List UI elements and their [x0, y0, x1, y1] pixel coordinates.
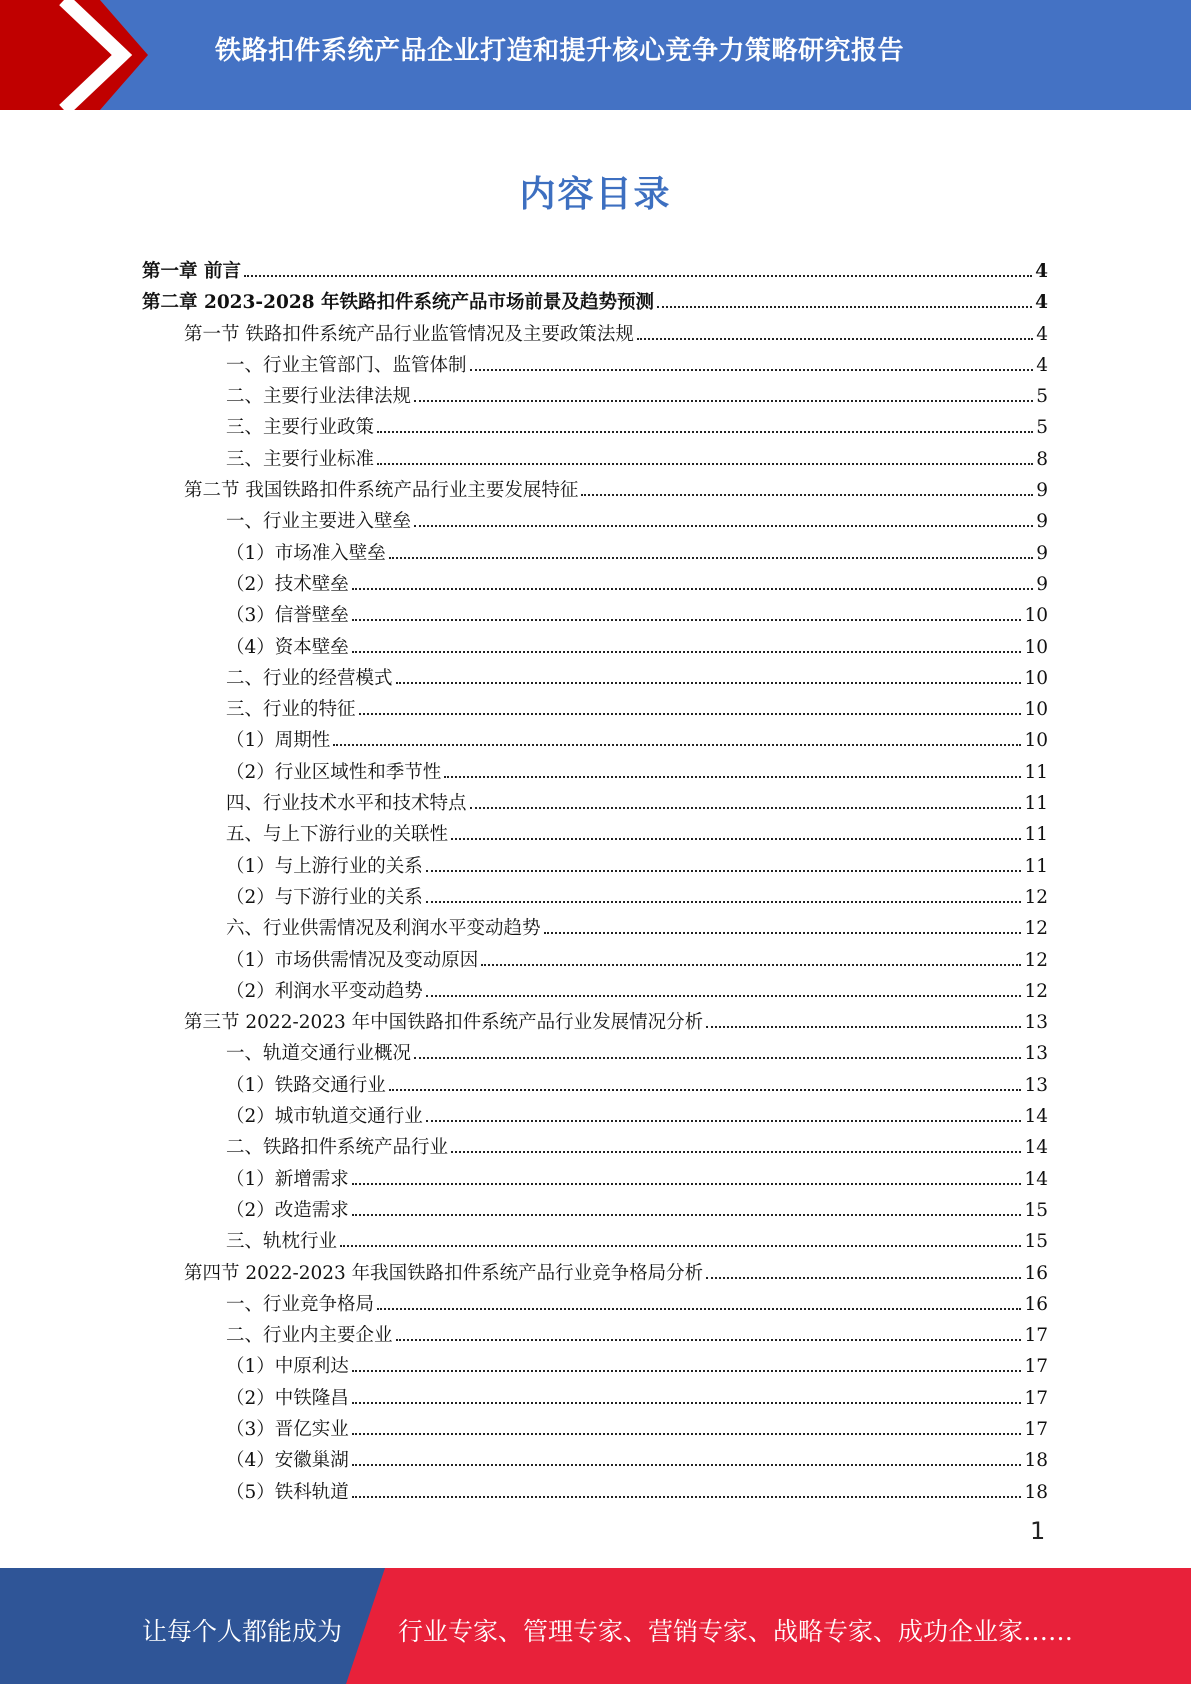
toc-entry[interactable]: [142, 849, 1048, 880]
toc-entry[interactable]: [142, 442, 1048, 473]
toc-entry-label: 三、行业的特征: [226, 699, 356, 721]
toc-entry[interactable]: [142, 1381, 1048, 1412]
toc-dot-leader: [470, 786, 1022, 809]
toc-entry-label: 五、与上下游行业的关联性: [226, 824, 449, 846]
toc-entry[interactable]: [142, 1412, 1048, 1443]
toc-entry[interactable]: [142, 1349, 1048, 1380]
toc-entry-label: 第二章 2023-2028 年铁路扣件系统产品市场前景及趋势预测: [142, 292, 655, 314]
toc-entry-page: 17: [1024, 1356, 1048, 1378]
toc-dot-leader: [706, 1005, 1021, 1028]
toc-entry-label: （4）资本壁垒: [226, 636, 349, 658]
toc-entry-label: 第四节 2022-2023 年我国铁路扣件系统产品行业竞争格局分析: [184, 1262, 704, 1284]
toc-entry-label: 三、主要行业标准: [226, 448, 375, 470]
toc-entry[interactable]: [142, 567, 1048, 598]
toc-entry[interactable]: [142, 1036, 1048, 1067]
toc-entry-page: 14: [1024, 1168, 1048, 1190]
toc-entry-page: 9: [1036, 542, 1048, 564]
toc-entry-page: 10: [1024, 667, 1048, 689]
toc-entry-label: （1）与上游行业的关系: [226, 855, 423, 877]
toc-dot-leader: [426, 1099, 1022, 1122]
toc-entry-page: 11: [1024, 761, 1048, 783]
toc-entry-label: 二、行业的经营模式: [226, 667, 393, 689]
toc-dot-leader: [389, 536, 1033, 559]
toc-dot-leader: [414, 504, 1033, 527]
toc-entry-page: 5: [1036, 417, 1048, 439]
toc-entry[interactable]: [142, 379, 1048, 410]
toc-dot-leader: [359, 692, 1022, 715]
toc-dot-leader: [637, 317, 1033, 340]
toc-entry[interactable]: [142, 1224, 1048, 1255]
toc-entry[interactable]: [142, 1318, 1048, 1349]
toc-entry-label: 一、行业主要进入壁垒: [226, 511, 412, 533]
toc-entry[interactable]: [142, 755, 1048, 786]
toc-entry-page: 16: [1024, 1262, 1048, 1284]
toc-entry-page: 10: [1024, 605, 1048, 627]
toc-dot-leader: [352, 567, 1033, 590]
toc-dot-leader: [389, 1068, 1022, 1091]
toc-entry-page: 4: [1036, 354, 1048, 376]
toc-entry-label: 三、轨枕行业: [226, 1231, 338, 1253]
toc-dot-leader: [377, 410, 1033, 433]
toc-entry-label: 三、主要行业政策: [226, 417, 375, 439]
toc-entry[interactable]: [142, 786, 1048, 817]
toc-entry-label: （2）行业区域性和季节性: [226, 761, 442, 783]
toc-dot-leader: [333, 723, 1021, 746]
toc-dot-leader: [352, 1381, 1022, 1404]
toc-entry[interactable]: [142, 1287, 1048, 1318]
toc-entry-page: 10: [1024, 730, 1048, 752]
toc-entry-label: 第一节 铁路扣件系统产品行业监管情况及主要政策法规: [184, 323, 634, 345]
footer-slogan-left: 让每个人都能成为: [142, 1617, 343, 1646]
toc-entry-label: 一、轨道交通行业概况: [226, 1043, 412, 1065]
toc-dot-leader: [352, 1475, 1022, 1498]
toc-entry-label: （1）铁路交通行业: [226, 1074, 386, 1096]
toc-dot-leader: [396, 661, 1022, 684]
toc-entry-page: 10: [1024, 699, 1048, 721]
toc-entry[interactable]: [142, 1256, 1048, 1287]
toc-entry[interactable]: [142, 348, 1048, 379]
toc-dot-leader: [352, 1162, 1022, 1185]
toc-dot-leader: [470, 348, 1034, 371]
toc-entry-page: 15: [1024, 1199, 1048, 1221]
toc-entry[interactable]: [142, 911, 1048, 942]
toc-entry-label: （4）安徽巢湖: [226, 1450, 349, 1472]
toc-entry-label: 第三节 2022-2023 年中国铁路扣件系统产品行业发展情况分析: [184, 1012, 704, 1034]
toc-entry-page: 16: [1024, 1293, 1048, 1315]
toc-entry-page: 17: [1024, 1325, 1048, 1347]
toc-entry-page: 12: [1024, 980, 1048, 1002]
toc-entry-page: 5: [1036, 386, 1048, 408]
toc-entry-page: 17: [1024, 1418, 1048, 1440]
toc-entry-page: 9: [1036, 511, 1048, 533]
table-of-contents: [142, 254, 1048, 1506]
toc-entry[interactable]: [142, 974, 1048, 1005]
toc-dot-leader: [352, 1443, 1022, 1466]
toc-entry-page: 14: [1024, 1137, 1048, 1159]
footer-slogan-right: 行业专家、管理专家、营销专家、战略专家、成功企业家……: [398, 1617, 1074, 1646]
toc-entry-label: 六、行业供需情况及利润水平变动趋势: [226, 918, 541, 940]
toc-dot-leader: [444, 755, 1021, 778]
toc-entry-page: 14: [1024, 1106, 1048, 1128]
toc-dot-leader: [377, 1287, 1021, 1310]
toc-dot-leader: [706, 1256, 1021, 1279]
toc-entry[interactable]: [142, 817, 1048, 848]
toc-entry-page: 18: [1024, 1450, 1048, 1472]
toc-entry-label: （2）中铁隆昌: [226, 1387, 349, 1409]
toc-dot-leader: [340, 1224, 1021, 1247]
toc-entry[interactable]: [142, 317, 1048, 348]
toc-entry-label: （2）技术壁垒: [226, 573, 349, 595]
toc-entry-page: 13: [1024, 1043, 1048, 1065]
toc-dot-leader: [426, 849, 1022, 872]
toc-dot-leader: [544, 911, 1022, 934]
toc-entry-label: 二、铁路扣件系统产品行业: [226, 1137, 449, 1159]
toc-heading: 内容目录: [519, 173, 672, 215]
toc-dot-leader: [657, 285, 1032, 308]
toc-entry[interactable]: [142, 536, 1048, 567]
toc-entry-label: 第二节 我国铁路扣件系统产品行业主要发展特征: [184, 480, 579, 502]
toc-dot-leader: [396, 1318, 1022, 1341]
toc-entry[interactable]: [142, 692, 1048, 723]
toc-entry-label: 第一章 前言: [142, 261, 241, 282]
toc-entry-label: （1）中原利达: [226, 1356, 349, 1378]
toc-entry-label: （1）周期性: [226, 730, 331, 752]
toc-entry[interactable]: [142, 1099, 1048, 1130]
toc-dot-leader: [451, 1130, 1021, 1153]
toc-dot-leader: [244, 254, 1032, 277]
toc-entry-label: （2）利润水平变动趋势: [226, 980, 423, 1002]
toc-entry-label: 二、行业内主要企业: [226, 1325, 393, 1347]
toc-entry-page: 11: [1024, 793, 1048, 815]
toc-entry[interactable]: [142, 1193, 1048, 1224]
toc-entry-label: （2）与下游行业的关系: [226, 886, 423, 908]
toc-entry[interactable]: [142, 254, 1048, 285]
toc-entry[interactable]: [142, 1130, 1048, 1161]
toc-entry-page: 9: [1036, 480, 1048, 502]
toc-entry-label: （3）信誉壁垒: [226, 605, 349, 627]
toc-entry-page: 13: [1024, 1012, 1048, 1034]
toc-entry-label: （2）城市轨道交通行业: [226, 1106, 423, 1128]
toc-entry[interactable]: [142, 943, 1048, 974]
toc-entry[interactable]: [142, 473, 1048, 504]
toc-entry[interactable]: [142, 661, 1048, 692]
toc-entry-page: 12: [1024, 918, 1048, 940]
toc-dot-leader: [581, 473, 1033, 496]
report-title: 铁路扣件系统产品企业打造和提升核心竞争力策略研究报告: [215, 36, 905, 66]
toc-entry-page: 4: [1035, 261, 1048, 282]
toc-entry-label: 一、行业主管部门、监管体制: [226, 354, 467, 376]
toc-dot-leader: [377, 442, 1033, 465]
toc-entry[interactable]: [142, 1068, 1048, 1099]
report-header-band: [0, 0, 1191, 110]
toc-entry-label: 四、行业技术水平和技术特点: [226, 793, 467, 815]
toc-entry-page: 4: [1036, 323, 1048, 345]
toc-dot-leader: [352, 1412, 1022, 1435]
toc-entry-label: （1）市场供需情况及变动原因: [226, 949, 479, 971]
toc-entry[interactable]: [142, 504, 1048, 535]
toc-dot-leader: [481, 943, 1021, 966]
toc-entry[interactable]: [142, 598, 1048, 629]
toc-entry-label: （1）市场准入壁垒: [226, 542, 386, 564]
toc-entry-page: 18: [1024, 1481, 1048, 1503]
toc-entry-page: 17: [1024, 1387, 1048, 1409]
toc-entry[interactable]: [142, 410, 1048, 441]
toc-entry-label: 一、行业竞争格局: [226, 1293, 375, 1315]
toc-entry-page: 12: [1024, 949, 1048, 971]
toc-entry[interactable]: [142, 1162, 1048, 1193]
toc-dot-leader: [426, 974, 1022, 997]
toc-dot-leader: [414, 379, 1033, 402]
toc-entry[interactable]: [142, 1005, 1048, 1036]
toc-dot-leader: [426, 880, 1022, 903]
toc-dot-leader: [352, 598, 1022, 621]
toc-entry-page: 13: [1024, 1074, 1048, 1096]
toc-entry-page: 10: [1024, 636, 1048, 658]
page-number: 1: [1030, 1517, 1046, 1545]
toc-entry-page: 8: [1036, 448, 1048, 470]
toc-entry[interactable]: [142, 723, 1048, 754]
toc-entry-label: （2）改造需求: [226, 1199, 349, 1221]
toc-entry-page: 11: [1024, 824, 1048, 846]
toc-dot-leader: [352, 1193, 1022, 1216]
toc-entry-page: 9: [1036, 573, 1048, 595]
toc-entry-label: （1）新增需求: [226, 1168, 349, 1190]
toc-dot-leader: [352, 630, 1022, 653]
toc-entry-label: （5）铁科轨道: [226, 1481, 349, 1503]
toc-entry[interactable]: [142, 1443, 1048, 1474]
toc-entry[interactable]: [142, 1475, 1048, 1506]
toc-entry-page: 15: [1024, 1231, 1048, 1253]
toc-entry-page: 12: [1024, 886, 1048, 908]
toc-dot-leader: [414, 1036, 1021, 1059]
toc-entry-page: 11: [1024, 855, 1048, 877]
toc-entry[interactable]: [142, 285, 1048, 316]
toc-dot-leader: [451, 817, 1021, 840]
toc-dot-leader: [352, 1349, 1022, 1372]
toc-entry[interactable]: [142, 880, 1048, 911]
toc-entry-label: 二、主要行业法律法规: [226, 386, 412, 408]
toc-entry-label: （3）晋亿实业: [226, 1418, 349, 1440]
toc-entry-page: 4: [1035, 292, 1048, 314]
toc-entry[interactable]: [142, 630, 1048, 661]
